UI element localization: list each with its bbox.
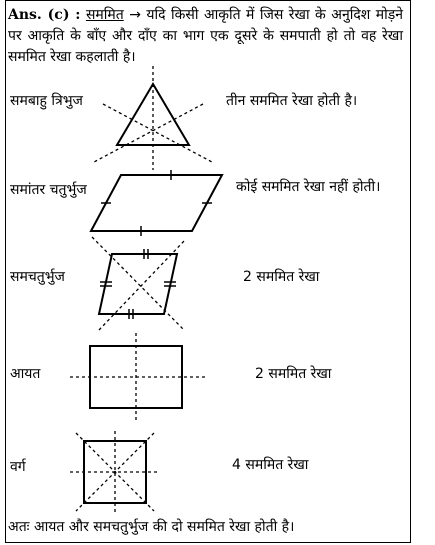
conclusion-text: अतः आयत और समचतुर्भुज की दो सममित रेखा होती है।	[8, 519, 295, 535]
rhombus-figure	[92, 237, 185, 330]
equilateral-triangle-figure	[94, 66, 212, 170]
parallelogram-figure	[91, 170, 222, 236]
result-square: 4 सममित रेखा	[232, 457, 309, 473]
result-parallelogram: कोई सममित रेखा नहीं होती।	[236, 179, 381, 195]
shape-label-rectangle: आयत	[10, 366, 41, 382]
answer-label: Ans. (c) :	[8, 7, 81, 23]
arrow-glyph: →	[129, 7, 141, 23]
shape-label-rhombus: समचतुर्भुज	[10, 269, 65, 285]
shape-label-square: वर्ग	[10, 459, 26, 475]
keyword-symmetric: सममित	[85, 7, 124, 23]
rectangle-figure	[70, 333, 206, 420]
shape-label-equilateral-triangle: समबाहु त्रिभुज	[10, 93, 83, 109]
result-rhombus: 2 सममित रेखा	[243, 269, 320, 285]
shape-label-parallelogram: समांतर चतुर्भुज	[10, 182, 87, 198]
definition-text: यदि किसी आकृति में जिस रेखा के अनुदिश मोड़ने पर आकृति के बाँए और दाँए का भाग एक दूसरे के समपाती हो तो वह रेखा सममित रेखा कहलाती है।	[8, 7, 404, 65]
result-equilateral-triangle: तीन सममित रेखा होती है।	[226, 93, 358, 109]
result-rectangle: 2 सममित रेखा	[255, 366, 332, 382]
square-figure	[70, 431, 160, 512]
